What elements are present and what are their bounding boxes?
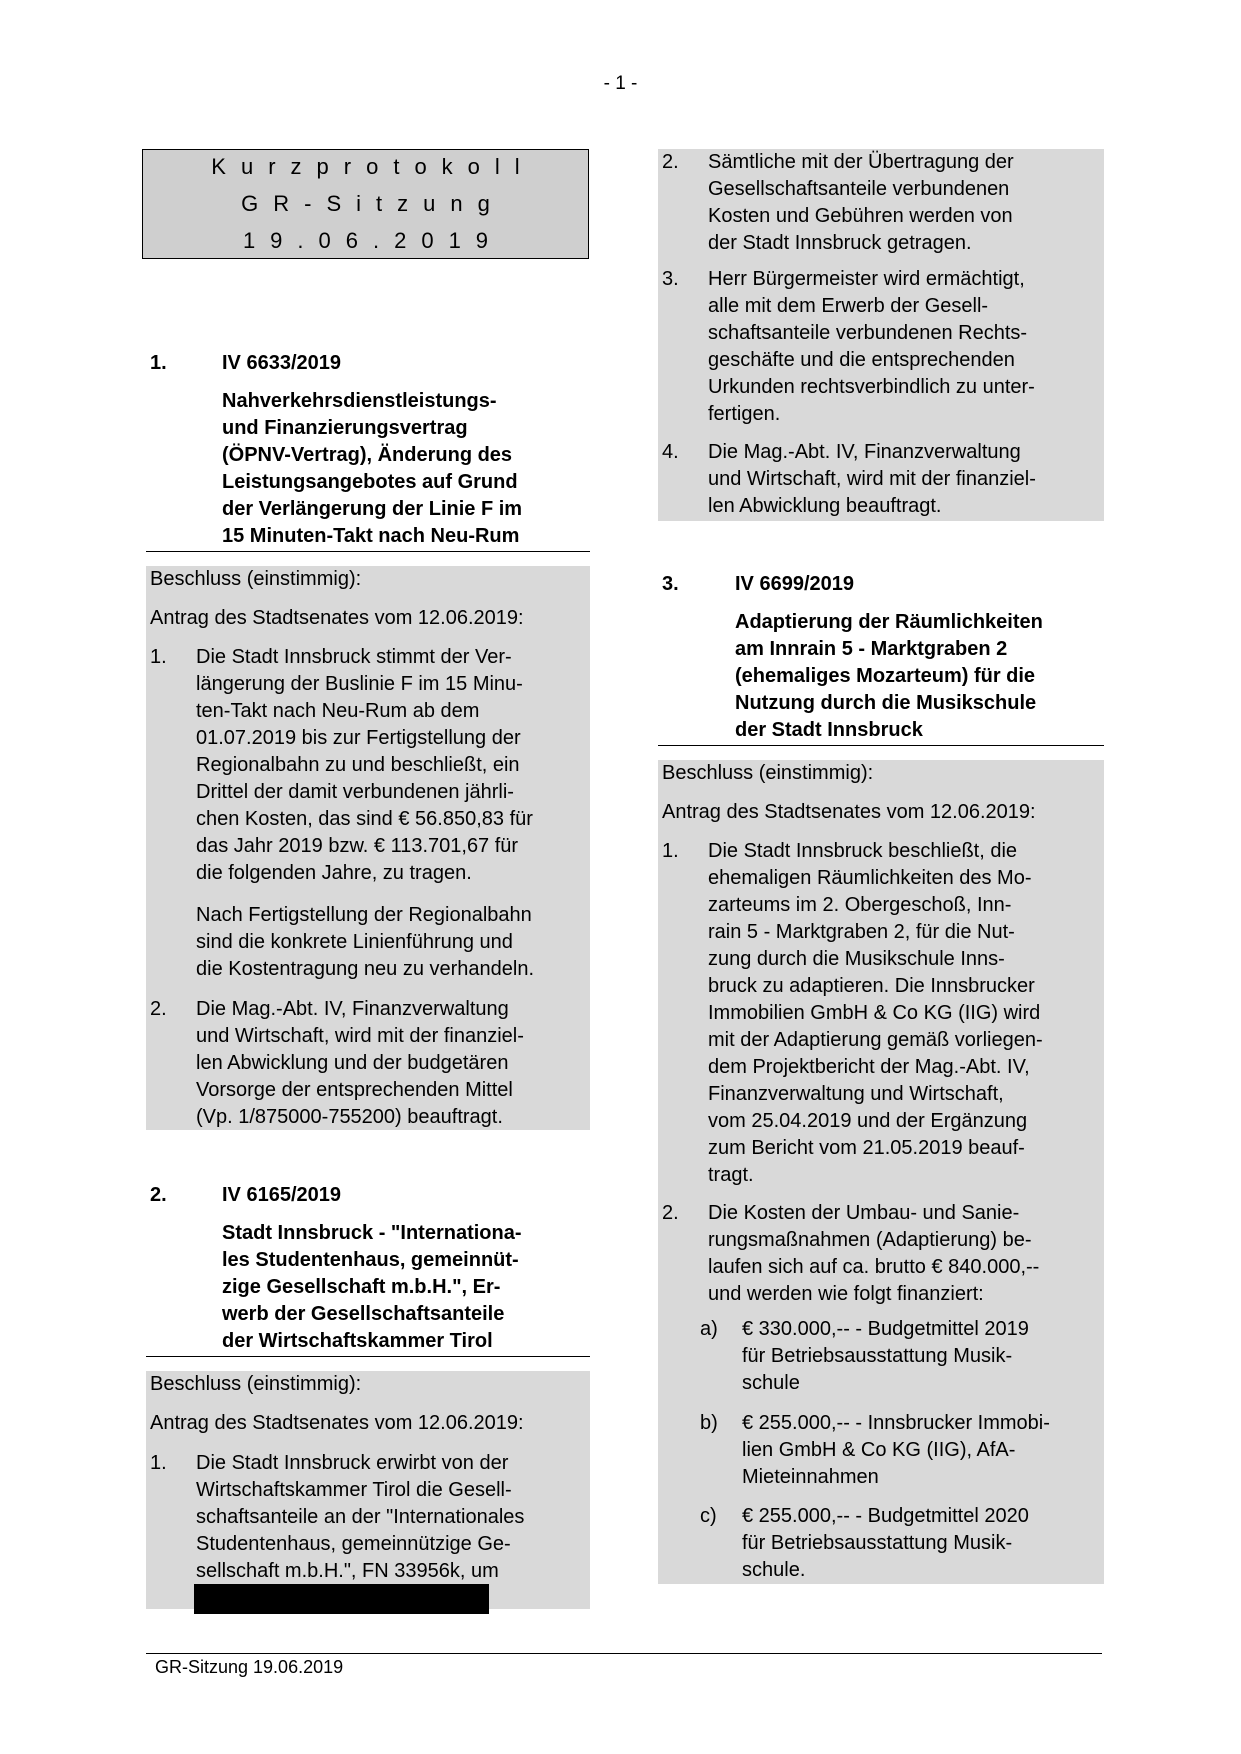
item1-motion: Antrag des Stadtsenates vom 12.06.2019: xyxy=(150,607,524,629)
item2-p1-num: 1. xyxy=(150,1452,167,1474)
item3-decision: Beschluss (einstimmig): xyxy=(662,762,874,784)
footer-divider xyxy=(146,1653,1102,1654)
item3-subject: Adaptierung der Räumlichkeiten am Innrain 5 - Marktgraben 2 (ehemaliges Mozarteum) für die Nutzung durch die Musikschule der Stadt Innsbruck xyxy=(735,611,1043,741)
item1-p2-text: Die Mag.-Abt. IV, Finanzverwaltung und Wirtschaft, wird mit der finanziel- len Abwicklung und der budgetären Vorsorge der entsprechenden Mittel (Vp. 1/875000-755200) beauftragt. xyxy=(196,998,524,1128)
item1-p1b-text: Nach Fertigstellung der Regionalbahn sind die konkrete Linienführung und die Kostentragung neu zu verhandeln. xyxy=(196,904,535,980)
item3-b-text: € 255.000,-- - Innsbrucker Immobi- lien GmbH & Co KG (IIG), AfA- Mieteinnahmen xyxy=(742,1412,1050,1488)
footer-text: GR-Sitzung 19.06.2019 xyxy=(155,1657,344,1677)
item3-c-text: € 255.000,-- - Budgetmittel 2020 für Betriebsausstattung Musik- schule. xyxy=(742,1505,1029,1581)
item2-p4-num: 4. xyxy=(662,441,679,463)
item2-p2-text: Sämtliche mit der Übertragung der Gesellschaftsanteile verbundenen Kosten und Gebühren werden von der Stadt Innsbruck getragen. xyxy=(708,151,1014,254)
item2-p3-text: Herr Bürgermeister wird ermächtigt, alle mit dem Erwerb der Gesell- schaftsanteile verbundenen Rechts- geschäfte und die entsprechenden Urkunden rechtsverbindlich zu unter- fertigen. xyxy=(708,268,1035,425)
item2-divider xyxy=(146,1356,590,1357)
item3-a-text: € 330.000,-- - Budgetmittel 2019 für Betriebsausstattung Musik- schule xyxy=(742,1318,1029,1394)
title-box xyxy=(142,149,589,259)
item2-subject: Stadt Innsbruck - "Internationa- les Studentenhaus, gemeinnüt- zige Gesellschaft m.b.H.", Er- werb der Gesellschaftsanteile der Wirtschaftskammer Tirol xyxy=(222,1222,522,1352)
item1-p1-num: 1. xyxy=(150,646,167,668)
item3-a-label: a) xyxy=(700,1318,718,1340)
item3-number: 3. xyxy=(662,573,679,595)
item1-divider xyxy=(146,551,590,552)
item1-ref: IV 6633/2019 xyxy=(222,352,341,374)
item1-decision: Beschluss (einstimmig): xyxy=(150,568,362,590)
title-line-1: Kurzprotokoll xyxy=(211,154,535,179)
item2-p3-num: 3. xyxy=(662,268,679,290)
item2-number: 2. xyxy=(150,1184,167,1206)
item3-c-label: c) xyxy=(700,1505,717,1527)
item3-b-label: b) xyxy=(700,1412,718,1434)
item1-p1-text: Die Stadt Innsbruck stimmt der Ver- längerung der Buslinie F im 15 Minu- ten-Takt nach Neu-Rum ab dem 01.07.2019 bis zur Fertigstellung der Regionalbahn zu und beschließt, ein Drittel der damit verbundenen jährli- chen Kosten, das sind € 56.850,83 für das Jahr 2019 bzw. € 113.701,67 für die folgenden Jahre, zu tragen. xyxy=(196,646,533,884)
item2-motion: Antrag des Stadtsenates vom 12.06.2019: xyxy=(150,1412,524,1434)
item2-p4-text: Die Mag.-Abt. IV, Finanzverwaltung und Wirtschaft, wird mit der finanziel- len Abwicklung beauftragt. xyxy=(708,441,1036,517)
item3-p2-num: 2. xyxy=(662,1202,679,1224)
redaction-bar xyxy=(194,1584,489,1614)
item3-p1-num: 1. xyxy=(662,840,679,862)
item3-divider xyxy=(658,745,1104,746)
item3-p2-text: Die Kosten der Umbau- und Sanie- rungsmaßnahmen (Adaptierung) be- laufen sich auf ca. brutto € 840.000,-- und werden wie folgt finanziert: xyxy=(708,1202,1040,1305)
item1-number: 1. xyxy=(150,352,167,374)
item1-p2-num: 2. xyxy=(150,998,167,1020)
item2-p2-num: 2. xyxy=(662,151,679,173)
item2-ref: IV 6165/2019 xyxy=(222,1184,341,1206)
item3-motion: Antrag des Stadtsenates vom 12.06.2019: xyxy=(662,801,1036,823)
item2-decision: Beschluss (einstimmig): xyxy=(150,1373,362,1395)
item2-p1-text: Die Stadt Innsbruck erwirbt von der Wirtschaftskammer Tirol die Gesell- schaftsanteile an der "Internationales Studentenhaus, gemeinnützige Ge- sellschaft m.b.H.", FN 33956k, um xyxy=(196,1452,525,1582)
page-number: - 1 - xyxy=(603,73,638,94)
item3-ref: IV 6699/2019 xyxy=(735,573,854,595)
title-line-3: 19.06.2019 xyxy=(242,228,504,253)
item3-p1-text: Die Stadt Innsbruck beschließt, die ehemaligen Räumlichkeiten des Mo- zarteums im 2. Obergeschoß, Inn- rain 5 - Marktgraben 2, für die Nut- zung durch die Musikschule Inns- bruck zu adaptieren. Die Innsbrucker Immobilien GmbH & Co KG (IIG) wird mit der Adaptierung gemäß vorliegen- dem Projektbericht der Mag.-Abt. IV, Finanzverwaltung und Wirtschaft, vom 25.04.2019 und der Ergänzung zum Bericht vom 21.05.2019 beauf- tragt. xyxy=(708,840,1043,1186)
title-line-2: GR-Sitzung xyxy=(241,191,505,216)
item1-subject: Nahverkehrsdienstleistungs- und Finanzierungsvertrag (ÖPNV-Vertrag), Änderung des Leistungsangebotes auf Grund der Verlängerung der Linie F im 15 Minuten-Takt nach Neu-Rum xyxy=(222,390,523,547)
